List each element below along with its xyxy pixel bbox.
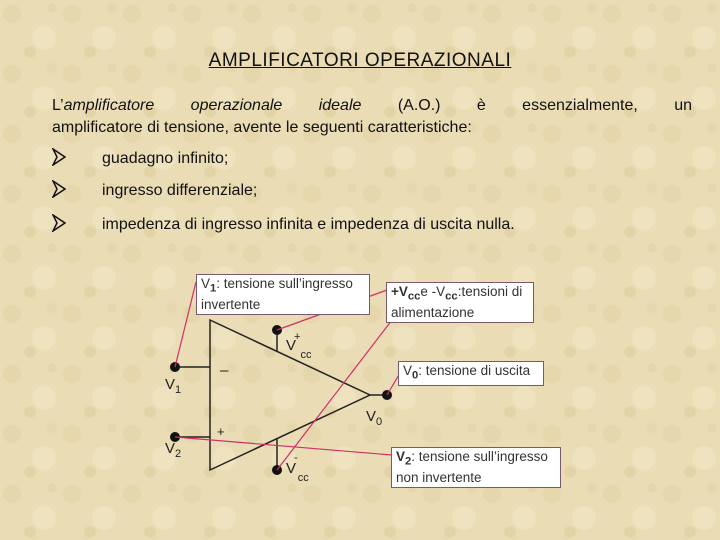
inverting-sign: – xyxy=(220,362,229,379)
intro-italic-term: amplificatore operazionale ideale xyxy=(63,97,362,114)
callout-v1: $V_1$: tensione sull’ingresso invertente xyxy=(196,274,370,315)
callout-v0: $V_0$: tensione di uscita xyxy=(398,361,544,386)
callout-v2: $V_2$: tensione sull’ingresso non invertente xyxy=(391,447,561,488)
v0-label: $V_0$ xyxy=(366,408,383,428)
leader-line-v1 xyxy=(175,282,196,367)
v2-label: $V_2$ xyxy=(165,440,182,460)
intro-prefix: L’ xyxy=(52,97,64,114)
noninverting-sign: + xyxy=(217,424,225,439)
vcc-minus-label: $V^-_{cc}$ xyxy=(286,452,309,484)
bullet-text: ingresso differenziale; xyxy=(102,182,258,199)
v1-label: $V_1$ xyxy=(165,376,182,396)
callout-vcc: $+V_{cc}e$ $-V_{cc}:tensioni$ di alimentazione xyxy=(386,282,534,323)
bullet-text: guadagno infinito; xyxy=(102,150,229,167)
leader-line-v2 xyxy=(175,437,392,455)
page-title: AMPLIFICATORI OPERAZIONALI xyxy=(208,50,512,71)
bullet-text: impedenza di ingresso infinita e impedenza di uscita nulla. xyxy=(102,216,515,233)
intro-line-2: amplificatore di tensione, avente le seguenti caratteristiche: xyxy=(52,119,472,136)
intro-rest: (A.O.) è essenzialmente, un xyxy=(361,97,693,114)
vcc-plus-label: $V^+_{cc}$ xyxy=(286,331,312,361)
